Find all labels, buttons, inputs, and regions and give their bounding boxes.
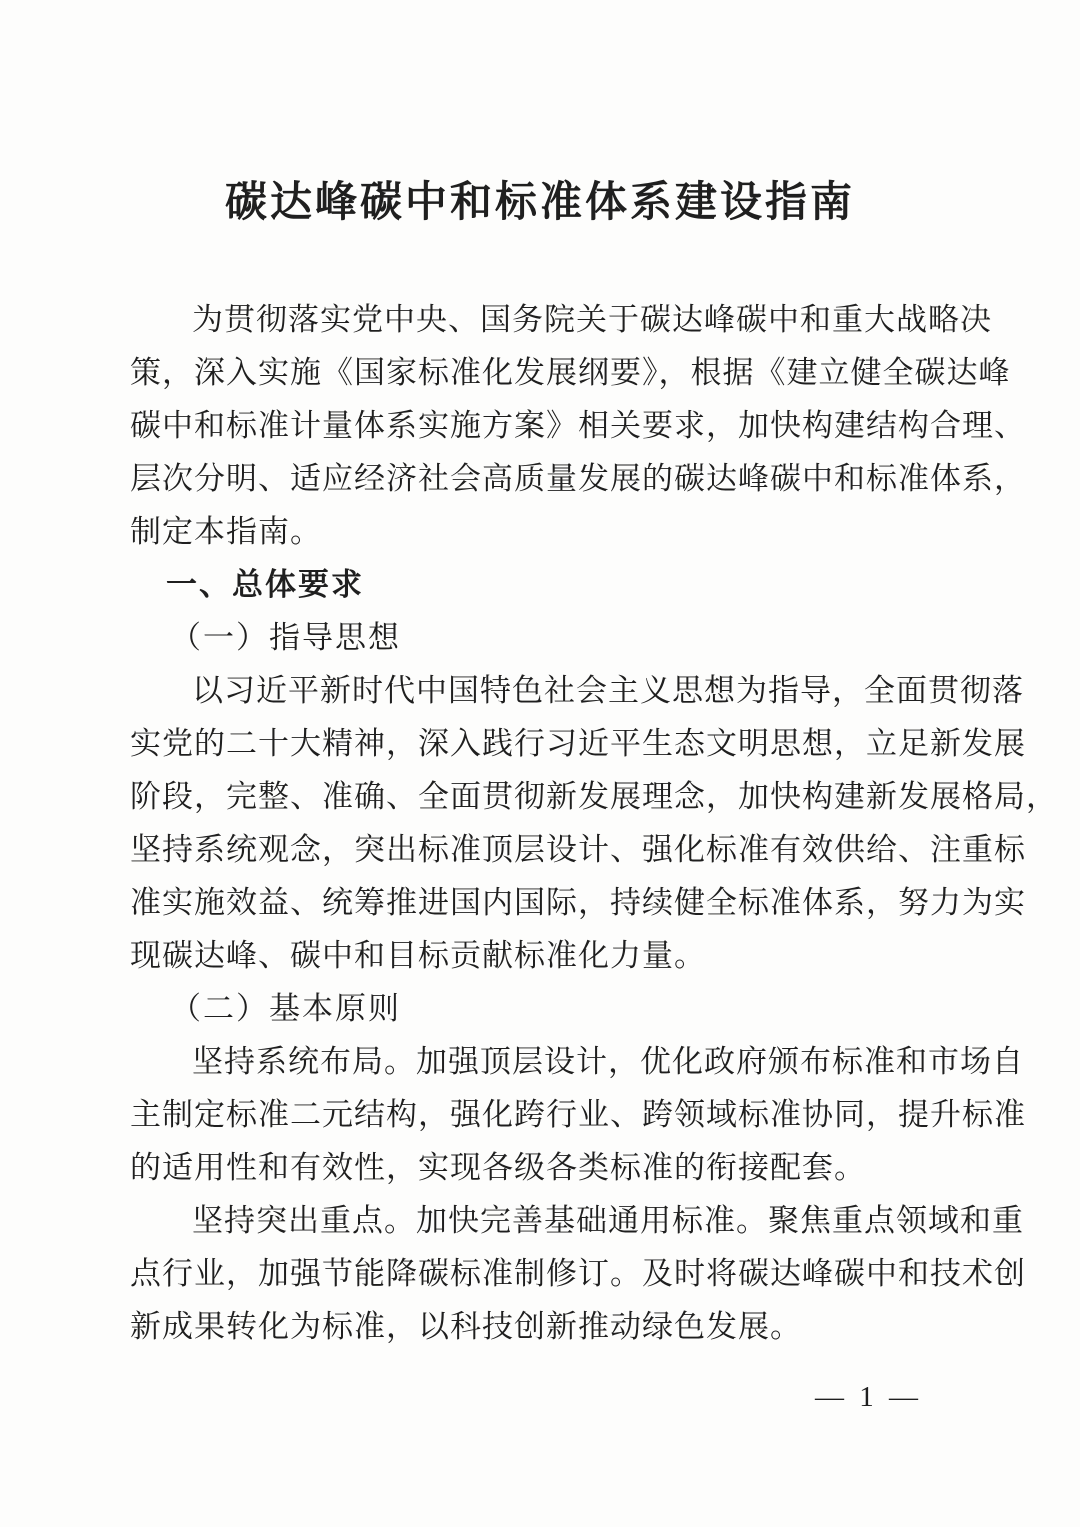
text-line: 一、总体要求	[166, 567, 364, 602]
paragraph	[130, 293, 1026, 558]
text-line: 坚持系统布局。加强顶层设计，优化政府颁布标准和市场自	[192, 1044, 1024, 1079]
text-line: 碳中和标准计量体系实施方案》相关要求，加快构建结构合理、	[130, 408, 1026, 443]
text-line: 的适用性和有效性，实现各级各类标准的衔接配套。	[130, 1150, 866, 1185]
paragraph	[130, 1194, 1026, 1353]
text-line: （二）基本原则	[170, 991, 401, 1026]
heading1	[130, 558, 950, 611]
text-line: 为贯彻落实党中央、国务院关于碳达峰碳中和重大战略决	[192, 302, 992, 337]
text-line: 坚持系统观念，突出标准顶层设计、强化标准有效供给、注重标	[130, 832, 1026, 867]
text-line: 准实施效益、统筹推进国内国际，持续健全标准体系，努力为实	[130, 885, 1026, 920]
text-line: 策，深入实施《国家标准化发展纲要》，根据《建立健全碳达峰	[130, 355, 1011, 390]
text-line: 新成果转化为标准，以科技创新推动绿色发展。	[130, 1309, 802, 1344]
text-line: 制定本指南。	[130, 514, 322, 549]
heading2	[130, 611, 950, 664]
text-line: 现碳达峰、碳中和目标贡献标准化力量。	[130, 938, 706, 973]
page-number: — 1 —	[815, 1381, 922, 1413]
text-line: 以习近平新时代中国特色社会主义思想为指导，全面贯彻落	[192, 673, 1024, 708]
paragraph	[130, 664, 1058, 982]
document-title: 碳达峰碳中和标准体系建设指南	[224, 180, 855, 226]
text-line: 坚持突出重点。加快完善基础通用标准。聚焦重点领域和重	[192, 1203, 1024, 1238]
paragraph	[130, 1035, 1026, 1194]
heading2	[130, 982, 950, 1035]
text-line: （一）指导思想	[170, 620, 401, 655]
text-line: 阶段，完整、准确、全面贯彻新发展理念，加快构建新发展格局，	[130, 779, 1058, 814]
document-body	[130, 293, 1058, 1353]
text-line: 主制定标准二元结构，强化跨行业、跨领域标准协同，提升标准	[130, 1097, 1026, 1132]
text-line: 点行业，加强节能降碳标准制修订。及时将碳达峰碳中和技术创	[130, 1256, 1026, 1291]
text-line: 层次分明、适应经济社会高质量发展的碳达峰碳中和标准体系，	[130, 461, 1026, 496]
text-line: 实党的二十大精神，深入践行习近平生态文明思想，立足新发展	[130, 726, 1026, 761]
